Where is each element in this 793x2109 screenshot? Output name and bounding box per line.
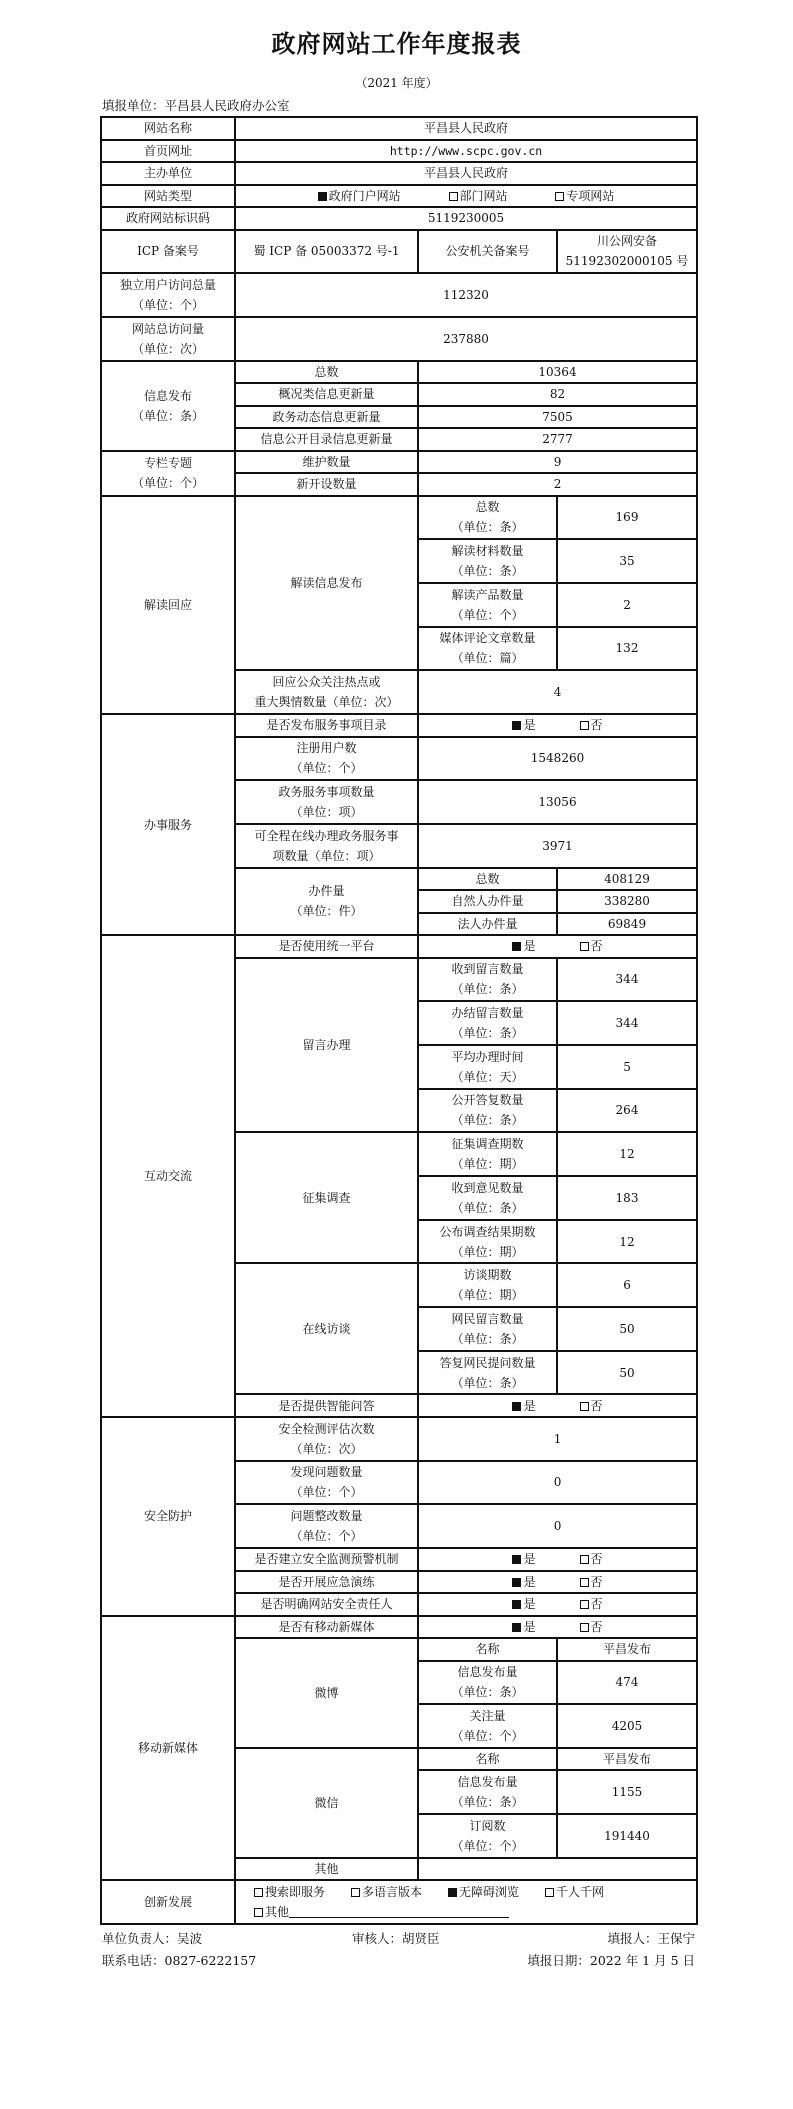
text: 媒体评论文章数量 [439, 631, 536, 646]
value: 35 [557, 539, 697, 583]
yes-option[interactable] [512, 1396, 535, 1416]
label [101, 273, 235, 317]
fill-date: 填报日期：2022 年 1 月 5 日 [527, 1953, 695, 1968]
option-label: 是 [523, 718, 536, 733]
option-label: 千人千网 [556, 1885, 605, 1900]
label: 维护数量 [235, 451, 418, 474]
section-label: 互动交流 [101, 935, 235, 1417]
page-title: 政府网站工作年度报表 [271, 29, 522, 58]
text: （单位：条） [451, 1685, 524, 1700]
reviewer: 审核人：胡贤臣 [352, 1931, 440, 1946]
checkbox-icon [580, 1555, 589, 1564]
checkbox-option[interactable] [318, 186, 401, 206]
text: 51192302000105 号 [565, 254, 689, 269]
text: （单位：条） [451, 1375, 524, 1390]
text: （单位：条） [451, 1113, 524, 1128]
label: 网站类型 [101, 185, 235, 208]
checkbox-option[interactable] [449, 186, 508, 206]
value: 平昌县人民政府 [235, 117, 697, 140]
text: 网站总访问量 [131, 321, 204, 336]
table-row [101, 361, 697, 384]
table-row [101, 1880, 697, 1924]
checkbox-option[interactable] [351, 1882, 422, 1902]
label: 总数 [235, 361, 418, 384]
value: 69849 [557, 913, 697, 936]
text: （单位：条） [451, 1331, 524, 1346]
option-label: 否 [590, 1398, 603, 1413]
text: 征集调查期数 [451, 1137, 524, 1152]
text: 独立用户访问总量 [119, 278, 216, 293]
table-row [101, 162, 697, 185]
other-input-line[interactable] [289, 1906, 509, 1918]
text: 办结留言数量 [451, 1006, 524, 1021]
label: 是否使用统一平台 [235, 935, 418, 958]
table-row [101, 117, 697, 140]
value: 50 [557, 1351, 697, 1395]
text: 订阅数 [469, 1818, 506, 1833]
option-label: 政府门户网站 [328, 188, 401, 203]
text: 关注量 [469, 1709, 506, 1724]
text: 公布调查结果期数 [439, 1224, 536, 1239]
label: 名称 [418, 1748, 557, 1771]
option-label: 是 [523, 1398, 536, 1413]
label: ICP 备案号 [101, 230, 235, 274]
value: 264 [557, 1089, 697, 1133]
innovation-options [235, 1880, 697, 1924]
table-row [101, 1417, 697, 1461]
value: 2777 [418, 428, 697, 451]
option-label: 是 [523, 1619, 536, 1634]
text: 发现问题数量 [290, 1465, 363, 1480]
section-label: 移动新媒体 [101, 1616, 235, 1881]
no-option[interactable] [580, 1549, 603, 1569]
label: 新开设数量 [235, 473, 418, 496]
text: 办件量 [308, 884, 345, 899]
option-label: 专项网站 [566, 188, 615, 203]
text: （单位：次） [131, 341, 204, 356]
text: 解读产品数量 [451, 587, 524, 602]
label [418, 1220, 557, 1264]
label [235, 737, 418, 781]
value: 6 [557, 1263, 697, 1307]
filler-unit: 填报单位：平昌县人民政府办公室 [102, 98, 290, 113]
table-row [101, 185, 697, 208]
checkbox-icon [512, 1578, 521, 1587]
value: 237880 [235, 317, 697, 361]
checkbox-icon [512, 1600, 521, 1609]
checkbox-icon [448, 1888, 457, 1897]
label: 总数 [418, 868, 557, 891]
label [418, 1045, 557, 1089]
section-label [101, 361, 235, 451]
text: （单位：条） [451, 1795, 524, 1810]
text: （单位：个） [451, 607, 524, 622]
label [418, 496, 557, 540]
checkbox-icon [580, 1623, 589, 1632]
text: 平均办理时间 [451, 1049, 524, 1064]
text: （单位：个） [290, 1485, 363, 1500]
text: （单位：个） [451, 1729, 524, 1744]
text: 网民留言数量 [451, 1311, 524, 1326]
yes-option[interactable] [512, 1594, 535, 1614]
label: 法人办件量 [418, 913, 557, 936]
text: 收到意见数量 [451, 1180, 524, 1195]
yes-no-options [418, 1548, 697, 1571]
section-label: 安全防护 [101, 1417, 235, 1616]
value: 1548260 [418, 737, 697, 781]
value: 10364 [418, 361, 697, 384]
value: 7505 [418, 406, 697, 429]
sub-label: 微信 [235, 1748, 418, 1858]
sub-label: 留言办理 [235, 958, 418, 1133]
value: 2 [418, 473, 697, 496]
yes-option[interactable] [512, 1549, 535, 1569]
no-option[interactable] [580, 1594, 603, 1614]
text: （单位：条） [451, 982, 524, 997]
checkbox-icon [512, 1402, 521, 1411]
option-label: 否 [590, 939, 603, 954]
checkbox-option[interactable] [254, 1902, 509, 1922]
value: 344 [557, 958, 697, 1002]
table-row [101, 1616, 697, 1639]
checkbox-option[interactable] [254, 1882, 325, 1902]
value: 2 [557, 583, 697, 627]
text: （单位：个） [290, 761, 363, 776]
value [418, 1858, 697, 1881]
label: 首页网址 [101, 140, 235, 163]
label [235, 824, 418, 868]
option-label: 否 [590, 1597, 603, 1612]
text: 注册用户数 [296, 741, 357, 756]
label [418, 1661, 557, 1705]
label [418, 1704, 557, 1748]
text: （单位：条） [451, 1026, 524, 1041]
value: 5119230005 [235, 207, 697, 230]
label [418, 539, 557, 583]
label [235, 1461, 418, 1505]
text: 专栏专题 [143, 456, 192, 471]
value: 338280 [557, 890, 697, 913]
table-row [101, 317, 697, 361]
label [235, 670, 418, 714]
text: 问题整改数量 [290, 1509, 363, 1524]
text: （单位：天） [451, 1069, 524, 1084]
text: 信息发布 [143, 388, 192, 403]
checkbox-icon [545, 1888, 554, 1897]
checkbox-option[interactable] [448, 1882, 519, 1902]
yes-no-options [418, 935, 697, 958]
no-option[interactable] [580, 1617, 603, 1637]
text: 政务服务事项数量 [278, 785, 375, 800]
label [235, 1504, 418, 1548]
label: 网站名称 [101, 117, 235, 140]
label: 是否建立安全监测预警机制 [235, 1548, 418, 1571]
yes-no-options [418, 1394, 697, 1417]
value: 0 [418, 1504, 697, 1548]
option-label: 是 [523, 1597, 536, 1612]
value: 408129 [557, 868, 697, 891]
label: 是否提供智能问答 [235, 1394, 418, 1417]
text: （单位：条） [451, 564, 524, 579]
value: 0 [418, 1461, 697, 1505]
label [418, 583, 557, 627]
sub-label: 微博 [235, 1638, 418, 1748]
checkbox-icon [580, 1600, 589, 1609]
value: 13056 [418, 780, 697, 824]
checkbox-icon [318, 192, 327, 201]
yes-no-options [418, 714, 697, 737]
label [418, 1001, 557, 1045]
checkbox-icon [254, 1908, 263, 1917]
sub-label: 在线访谈 [235, 1263, 418, 1394]
section-label: 解读回应 [101, 496, 235, 714]
value: 191440 [557, 1814, 697, 1858]
homepage-link[interactable]: http://www.scpc.gov.cn [235, 140, 697, 163]
text: 可全程在线办理政务服务事 [254, 828, 399, 843]
yes-no-options [418, 1616, 697, 1639]
site-type-options [235, 185, 697, 208]
checkbox-option[interactable] [555, 186, 614, 206]
checkbox-icon [580, 1578, 589, 1587]
text: （单位：个） [131, 298, 204, 313]
value: 平昌发布 [557, 1748, 697, 1771]
value: 50 [557, 1307, 697, 1351]
option-label: 是 [523, 1552, 536, 1567]
text: 川公网安备 [597, 234, 658, 249]
yes-option[interactable] [512, 1572, 535, 1592]
checkbox-icon [512, 942, 521, 951]
option-label: 多语言版本 [362, 1885, 423, 1900]
text: （单位：期） [451, 1288, 524, 1303]
no-option[interactable] [580, 715, 603, 735]
label [235, 1417, 418, 1461]
table-row [101, 140, 697, 163]
sub-label: 征集调查 [235, 1132, 418, 1263]
report-table [100, 116, 698, 1925]
checkbox-icon [512, 721, 521, 730]
sub-label: 解读信息发布 [235, 496, 418, 671]
text: （单位：个） [290, 1529, 363, 1544]
label: 信息公开目录信息更新量 [235, 428, 418, 451]
unit-leader: 单位负责人：吴波 [102, 1931, 203, 1946]
label: 是否发布服务事项目录 [235, 714, 418, 737]
checkbox-icon [580, 1402, 589, 1411]
section-label: 创新发展 [101, 1880, 235, 1924]
value: 平昌县人民政府 [235, 162, 697, 185]
text: 公开答复数量 [451, 1093, 524, 1108]
checkbox-icon [254, 1888, 263, 1897]
section-label [101, 451, 235, 496]
checkbox-icon [449, 192, 458, 201]
section-label: 办事服务 [101, 714, 235, 935]
label [418, 1176, 557, 1220]
contact-phone: 联系电话：0827-6222157 [102, 1953, 257, 1968]
option-label: 无障碍浏览 [459, 1885, 520, 1900]
label [235, 780, 418, 824]
value: 344 [557, 1001, 697, 1045]
label [418, 958, 557, 1002]
label: 是否有移动新媒体 [235, 1616, 418, 1639]
table-row [101, 451, 697, 474]
text: （单位：次） [290, 1441, 363, 1456]
text: 重大舆情数量（单位：次） [254, 695, 399, 710]
text: 解读材料数量 [451, 544, 524, 559]
yes-no-options [418, 1593, 697, 1616]
label: 公安机关备案号 [418, 230, 557, 274]
text: （单位：个） [131, 476, 204, 491]
value: 82 [418, 383, 697, 406]
label: 自然人办件量 [418, 890, 557, 913]
checkbox-icon [512, 1623, 521, 1632]
text: （单位：件） [290, 904, 363, 919]
checkbox-icon [580, 721, 589, 730]
value: 5 [557, 1045, 697, 1089]
text: （单位：条） [131, 408, 204, 423]
table-row [101, 714, 697, 737]
text: 回应公众关注热点或 [272, 675, 381, 690]
value: 132 [557, 627, 697, 671]
table-row [101, 496, 697, 540]
option-label: 否 [590, 1574, 603, 1589]
label [101, 317, 235, 361]
no-option[interactable] [580, 936, 603, 956]
option-label: 否 [590, 1552, 603, 1567]
text: 信息发布量 [457, 1775, 518, 1790]
label [418, 1307, 557, 1351]
value [557, 230, 697, 274]
table-row [101, 230, 697, 274]
text: （单位：条） [451, 520, 524, 535]
text: （单位：期） [451, 1157, 524, 1172]
option-label: 部门网站 [459, 188, 508, 203]
text: （单位：篇） [451, 651, 524, 666]
value: 12 [557, 1132, 697, 1176]
value: 平昌发布 [557, 1638, 697, 1661]
label [418, 1814, 557, 1858]
yes-no-options [418, 1571, 697, 1594]
checkbox-icon [555, 192, 564, 201]
label [418, 627, 557, 671]
label: 名称 [418, 1638, 557, 1661]
label: 政府网站标识码 [101, 207, 235, 230]
text: （单位：条） [451, 1200, 524, 1215]
text: 总数 [475, 500, 500, 515]
option-label: 搜索即服务 [265, 1885, 326, 1900]
value: 1 [418, 1417, 697, 1461]
table-row [101, 207, 697, 230]
label: 是否明确网站安全责任人 [235, 1593, 418, 1616]
option-label: 是 [523, 939, 536, 954]
checkbox-icon [512, 1555, 521, 1564]
value: 蜀 ICP 备 05003372 号-1 [235, 230, 418, 274]
label [418, 1770, 557, 1814]
text: 安全检测评估次数 [278, 1421, 375, 1436]
text: 收到留言数量 [451, 962, 524, 977]
text: 访谈期数 [463, 1268, 512, 1283]
option-label: 是 [523, 1574, 536, 1589]
label [418, 1089, 557, 1133]
yes-option[interactable] [512, 715, 535, 735]
label: 是否开展应急演练 [235, 1571, 418, 1594]
text: 项数量（单位：项） [272, 848, 381, 863]
value: 4205 [557, 1704, 697, 1748]
value: 1155 [557, 1770, 697, 1814]
value: 3971 [418, 824, 697, 868]
table-row [101, 935, 697, 958]
option-label: 其他 [265, 1905, 290, 1920]
label [235, 868, 418, 936]
table-row [101, 273, 697, 317]
text: （单位：项） [290, 805, 363, 820]
label [418, 1263, 557, 1307]
value: 474 [557, 1661, 697, 1705]
label [418, 1132, 557, 1176]
yes-option[interactable] [512, 936, 535, 956]
value: 183 [557, 1176, 697, 1220]
value: 112320 [235, 273, 697, 317]
label: 其他 [235, 1858, 418, 1881]
no-option[interactable] [580, 1396, 603, 1416]
filler: 填报人：王保宁 [607, 1931, 695, 1946]
checkbox-icon [580, 942, 589, 951]
yes-option[interactable] [512, 1617, 535, 1637]
option-label: 否 [590, 1619, 603, 1634]
value: 12 [557, 1220, 697, 1264]
report-year: （2021 年度） [355, 76, 438, 90]
checkbox-icon [351, 1888, 360, 1897]
label [418, 1351, 557, 1395]
value: 4 [418, 670, 697, 714]
value: 169 [557, 496, 697, 540]
checkbox-option[interactable] [545, 1882, 604, 1902]
label: 主办单位 [101, 162, 235, 185]
no-option[interactable] [580, 1572, 603, 1592]
text: 信息发布量 [457, 1665, 518, 1680]
text: （单位：个） [451, 1838, 524, 1853]
label: 概况类信息更新量 [235, 383, 418, 406]
text: 答复网民提问数量 [439, 1355, 536, 1370]
option-label: 否 [590, 718, 603, 733]
text: （单位：期） [451, 1244, 524, 1259]
value: 9 [418, 451, 697, 474]
label: 政务动态信息更新量 [235, 406, 418, 429]
